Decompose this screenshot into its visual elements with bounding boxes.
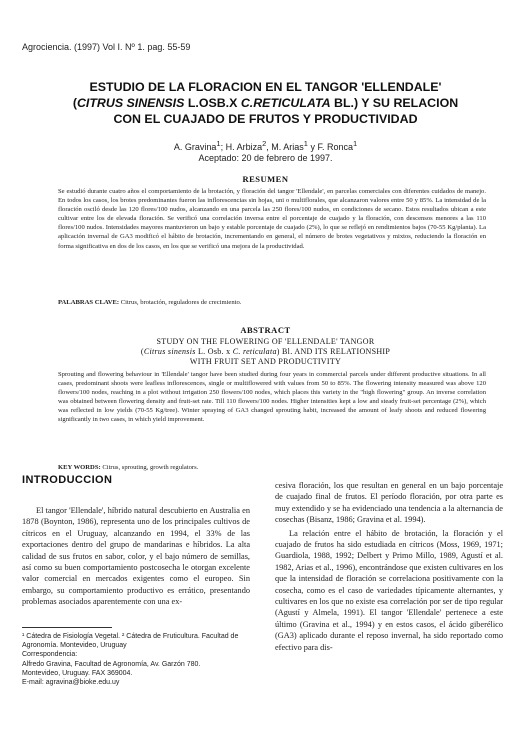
resumen-text: Se estudió durante cuatro años el comportamiento de la brotación, y floración del tangor 'Ellendale', en parcelas comerciales con diferentes cuidados de manejo. En todos los casos, los brotes predominantes fueron las inflorescencias sin hojas, uni o multiflorales, que alcanzaron valores entre 50 y 85%. La intensidad de la floración osciló desde las 120 flores/100 nudos, alcanzando en una parcela las 250 flores/100 nudos, en condiciones de secano. Estos resultados ubican a este cultivar entre los de elevada floración. Se verificó una correlación inversa entre el porcentaje de cuajado y la floración, con descensos menores a las 110 flores/100 nudos. Intensidades mayores mantuvieron un bajo y estable porcentaje de cuajado (2%), lo que se reflejó en rendimientos bajos (70-55 Kg/planta). La aplicación invernal de GA3 modificó el hábito de brotación, incrementando en general, el número de brotes vegetativos y mixtos, reduciendo la floración en forma significativa en dos de los casos, en los que se verificó una mejora de la productividad. <box>58 188 486 250</box>
title-line-1: ESTUDIO DE LA FLORACION EN EL TANGOR 'ELLENDALE' <box>89 80 442 94</box>
abstract-heading: ABSTRACT <box>240 325 291 335</box>
author-1: A. Gravina <box>173 142 217 152</box>
palabras-clave-text: Citrus, brotación, reguladores de crecimiento. <box>119 299 242 306</box>
title-line-3: CON EL CUAJADO DE FRUTOS Y PRODUCTIVIDAD <box>113 112 418 126</box>
footnote-line: ¹ Cátedra de Fisiología Vegetal. ² Cátedra de Fruticultura. Facultad de Agronomía. Montevideo, Uruguay <box>22 633 239 650</box>
intro-right-column <box>275 480 503 738</box>
intro-left-paragraph: El tangor 'Ellendale', híbrido natural descubierto en Australia en 1878 (Boynton, 1986), representa uno de los principales cultivos de cítricos en el Uruguay, alcanzando en 1994, el 33% de las exportaciones dentro del grupo de mandarinas e híbridos. La alta calidad de sus frutos en sabor, color, y el bajo número de semillas, así como su buen comportamiento postcosecha le otorgan excelente valor comercial en mercados exigentes como el europeo. Sin embargo, su comportamiento productivo es errático, presentando problemas asociados aparentemente con una ex- <box>22 506 250 607</box>
accepted-date: Aceptado: 20 de febrero de 1997. <box>198 153 333 163</box>
title-mid: L.OSB.X <box>184 96 241 110</box>
intro-left-column <box>22 505 250 613</box>
abstract-title-line-2 <box>0 347 531 357</box>
footnote-line: Alfredo Gravina, Facultad de Agronomía, Av. Garzón 780. <box>22 660 201 668</box>
title-line-2 <box>0 95 531 111</box>
footnote-line: Montevideo, Uruguay. FAX 369004. <box>22 669 133 677</box>
abstract-mid: L. Osb. x <box>195 347 233 356</box>
paper-title <box>0 79 531 127</box>
author-4: y F. Ronca <box>307 142 353 152</box>
title-species-2: C.RETICULATA <box>240 96 331 110</box>
abstract-title <box>0 337 531 367</box>
palabras-clave <box>58 298 486 307</box>
abstract-title-line-3: WITH FRUIT SET AND PRODUCTIVITY <box>189 357 342 366</box>
introduccion-heading: INTRODUCCION <box>22 474 113 486</box>
abstract-paren-open: ( <box>140 347 144 356</box>
abstract-close: ) Bl. AND ITS RELATIONSHIP <box>276 347 391 356</box>
footnote <box>22 632 254 687</box>
author-2: ; H. Arbiza <box>220 142 263 152</box>
palabras-clave-label: PALABRAS CLAVE: <box>58 299 120 306</box>
title-species-1: CITRUS SINENSIS <box>76 96 185 110</box>
intro-right-paragraph-1: cesiva floración, los que resultan en general en un bajo porcentaje de cuajado final de frutos. El período floración, por otra parte es muy extendido y se ha evidenciado una tendencia a la alternancia de cosechas (Bisanz, 1986; Gravina et al. 1994). <box>275 481 503 525</box>
key-words-label: KEY WORDS: <box>58 464 101 471</box>
author-3: , M. Arias <box>266 142 304 152</box>
author-1-affil: 1 <box>216 139 221 148</box>
author-3-affil: 1 <box>303 139 308 148</box>
abstract-species-1: Citrus sinensis <box>143 347 196 356</box>
abstract-text: Sprouting and flowering behaviour in 'Ellendale' tangor have been studied during four years in commercial parcels under different productive situations. In all cases, predominant shoots were leafless inflorescences, single or multiflowered with values from 50 to 85%. The flowering intensity measured was above 120 flowers/100 nodes, reaching in a plot without irrigation 250 flowers/100 nodes, which places this variety in the "high flowering" group. An inverse correlation was obtained between flowering density and fruit-set rate. Till 110 flowers/100 nodes. Higher intensities kept a low and steady fruit-set percentage (2%), which was reflected in low yields (70-55 Kg/tree). Winter spraying of GA3 changed sprouting habit, increased the amount of leafy shoots and reduced flowering significantly in two cases, in which yield improvement. <box>58 371 486 424</box>
abstract-species-2: C. reticulata <box>232 347 277 356</box>
abstract-title-line-1: STUDY ON THE FLOWERING OF 'ELLENDALE' TANGOR <box>156 337 375 346</box>
title-close: BL.) Y SU RELACION <box>330 96 459 110</box>
resumen-heading: RESUMEN <box>242 174 289 184</box>
journal-citation: Agrociencia. (1997) Vol I. Nº 1. pag. 55-59 <box>22 42 191 52</box>
intro-right-paragraph-2: La relación entre el hábito de brotación, la floración y el cuajado de frutos ha sido estudiada en cítricos (Moss, 1969, 1971; Guardiola, 1988, 1992; Delbert y Primo Millo, 1989, Agustí et al. 1982, Arias et al., 1996), encontrándose que existen cultivares en los que la intensidad de floración se correlaciona positivamente con la cosecha, como es el caso de variedades típicamente alternantes, y cultivares en los que no existe esa correlación por ser de tipo regular (Agustí y Almela, 1991). El tangor 'Ellendale' pertenece a este último (Gravina et al., 1994) y en estos casos, el ácido giberélico (GA3) aplicado durante el reposo invernal, ha sido reportado como efectivo para dis- <box>275 528 503 652</box>
title-paren-open: ( <box>72 96 77 110</box>
author-block <box>0 138 531 164</box>
footnote-line: E-mail: agravina@bioke.edu.uy <box>22 679 120 687</box>
key-words <box>58 463 486 472</box>
author-4-affil: 1 <box>352 139 358 148</box>
author-2-affil: 2 <box>262 139 267 148</box>
key-words-text: Citrus, sprouting, growth regulators. <box>100 464 199 471</box>
footnote-rule <box>22 627 112 628</box>
footnote-line: Correspondencia: <box>22 651 78 659</box>
author-list <box>0 138 531 153</box>
